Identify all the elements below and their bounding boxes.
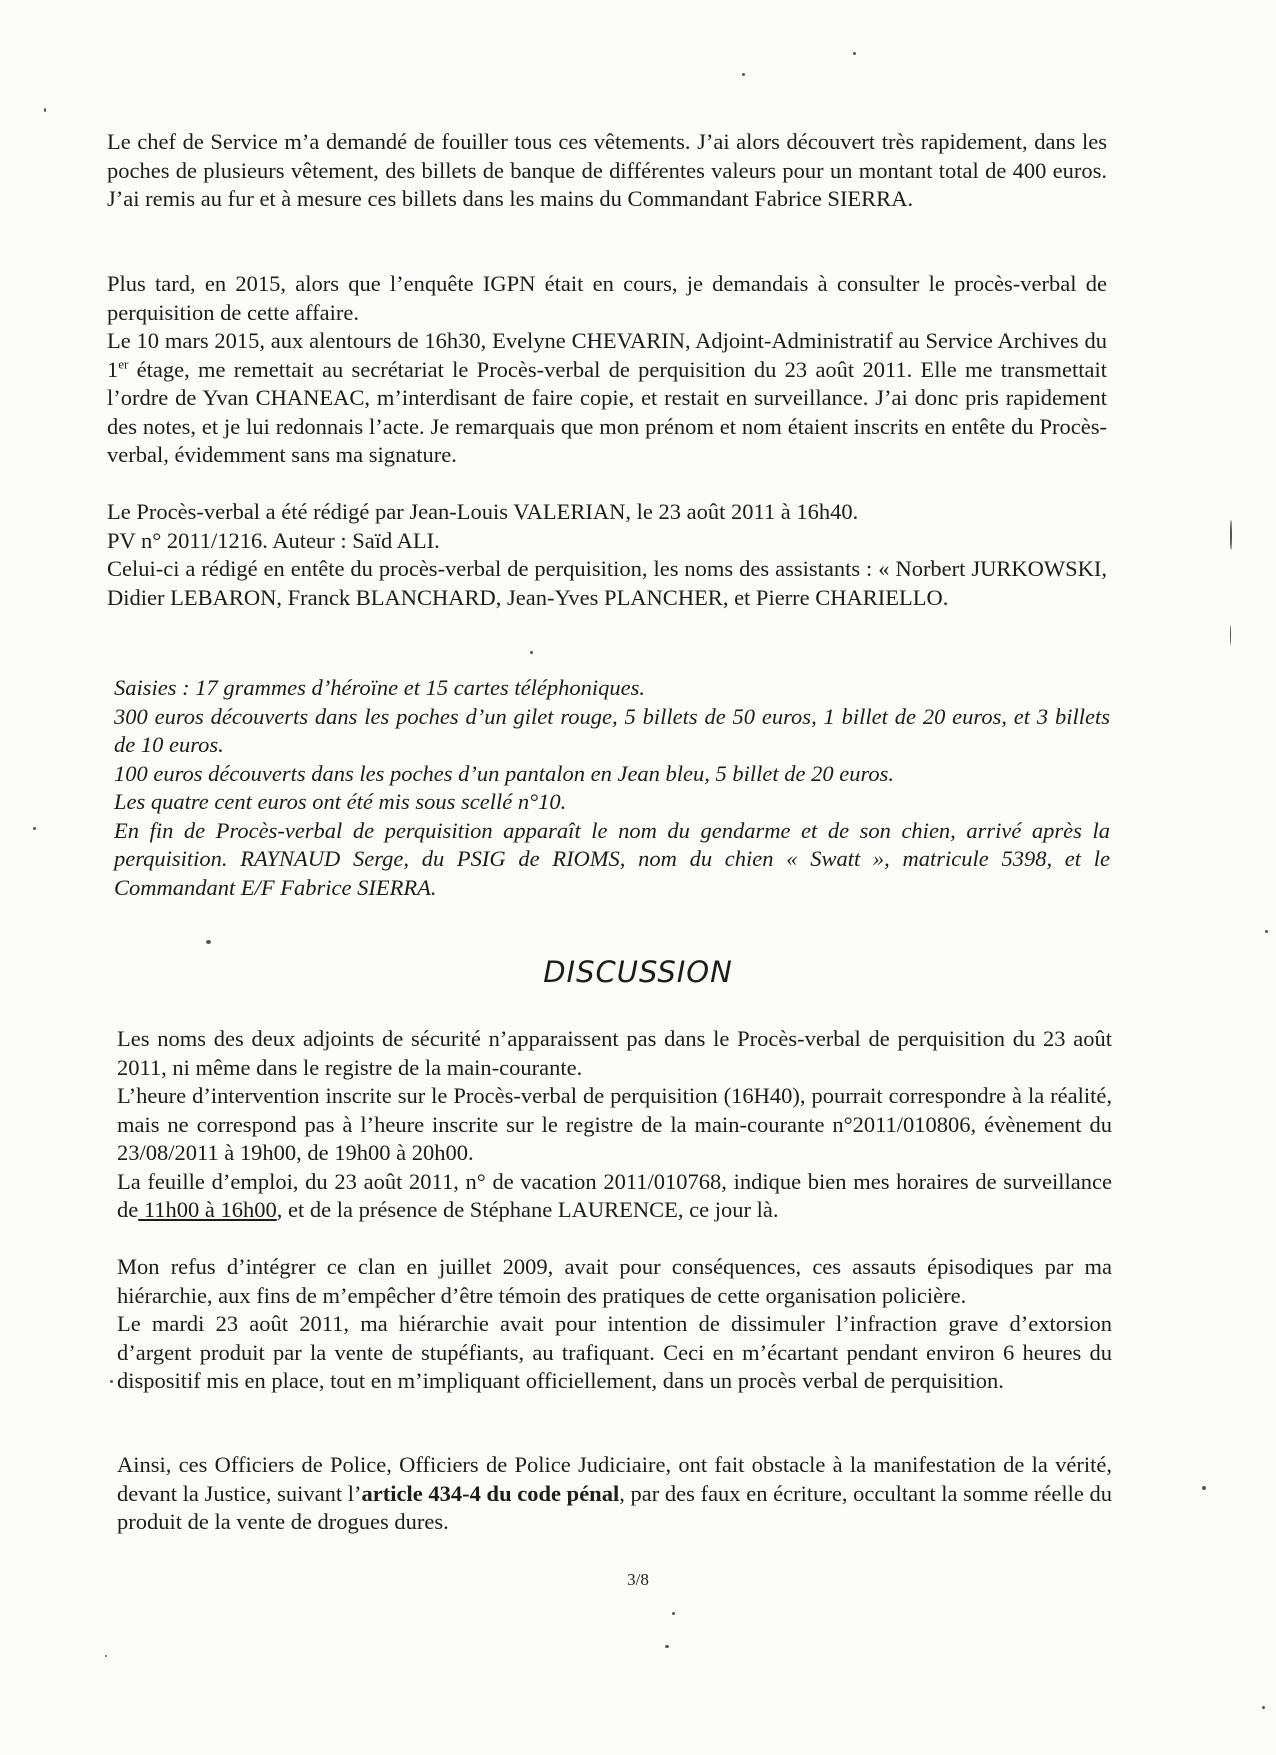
scan-speck [665, 1645, 669, 1648]
seizure-notes [114, 674, 1110, 902]
seizure-note: Saisies : 17 grammes d’héroïne et 15 cartes téléphoniques. [114, 675, 645, 700]
scan-speck [33, 827, 36, 830]
scan-speck [672, 1612, 675, 1615]
paragraph-igpn-line2-a: Le 10 mars 2015, aux alentours de 16h30, Evelyne CHEVARIN, Adjoint-Administratif au Service Archives du 1 [107, 328, 1107, 382]
discussion-1-line1: Les noms des deux adjoints de sécurité n’apparaissent pas dans le Procès-verbal de perquisition du 23 août 2011, ni même dans le registre de la main-courante. [117, 1026, 1112, 1080]
discussion-3-text-a: Ainsi, ces Officiers de Police, Officiers de Police Judiciaire, ont fait obstacle à la manifestation de la vérité, devant la Justice, suivant l’ [117, 1452, 1112, 1506]
paragraph-search-text: Le chef de Service m’a demandé de fouiller tous ces vêtements. J’ai alors découvert très rapidement, dans les poches de plusieurs vêtement, des billets de banque de différentes valeurs pour un montant total de 400 euros. J’ai remis au fur et à mesure ces billets dans les mains du Commandant Fabrice SIERRA. [107, 129, 1107, 211]
discussion-1-line3-b: , et de la présence de Stéphane LAURENCE, ce jour là. [276, 1197, 779, 1222]
paragraph-pv [107, 498, 1107, 612]
paragraph-pv-line3: Celui-ci a rédigé en entête du procès-verbal de perquisition, les noms des assistants : « Norbert JURKOWSKI, Didier LEBARON, Franck BLANCHARD, Jean-Yves PLANCHER, et Pierre CHARIELLO. [107, 556, 1107, 610]
discussion-3-text-b: , par des faux en écriture, occultant la somme réelle du produit de la vente de drogues dures. [117, 1480, 1112, 1534]
discussion-2-line2: Le mardi 23 août 2011, ma hiérarchie avait pour intention de dissimuler l’infraction grave d’extorsion d’argent produit par la vente de stupéfiants, au trafiquant. Ceci en m’écartant pendant environ 6 heures du dispositif mis en place, tout en m’impliquant officiellement, dans un procès verbal de perquisition. [117, 1311, 1112, 1393]
scan-speck [1202, 1486, 1206, 1490]
scan-speck [530, 651, 533, 654]
page-number: 3/8 [627, 1570, 649, 1589]
scan-speck [206, 940, 211, 944]
discussion-2-line1: Mon refus d’intégrer ce clan en juillet 2009, avait pour conséquences, ces assauts épisodiques par ma hiérarchie, aux fins de m’empêcher d’être témoin des pratiques de cette organisation policière. [117, 1254, 1112, 1308]
discussion-1-line2: L’heure d’intervention inscrite sur le Procès-verbal de perquisition (16H40), pourrait correspondre à la réalité, mais ne correspond pas à l’heure inscrite sur le registre de la main-courante n°2011/010806, évènement du 23/08/2011 à 19h00, de 19h00 à 20h00. [117, 1083, 1112, 1165]
paragraph-igpn [107, 270, 1107, 470]
scan-speck [1265, 930, 1268, 933]
paragraph-search [107, 128, 1107, 214]
section-heading: DISCUSSION [543, 955, 733, 989]
paragraph-igpn-line2 [107, 327, 1107, 470]
paragraph-pv-line2: PV n° 2011/1216. Auteur : Saïd ALI. [107, 527, 440, 553]
discussion-paragraph-2 [117, 1253, 1112, 1396]
scan-speck [105, 1655, 107, 1657]
discussion-paragraph-1 [117, 1025, 1112, 1225]
paragraph-pv-line1: Le Procès-verbal a été rédigé par Jean-Louis VALERIAN, le 23 août 2011 à 16h40. [107, 499, 859, 524]
paragraph-igpn-line1: Plus tard, en 2015, alors que l’enquête IGPN était en cours, je demandais à consulter le procès-verbal de perquisition de cette affaire. [107, 271, 1107, 325]
seizure-note: 300 euros découverts dans les poches d’un gilet rouge, 5 billets de 50 euros, 1 billet de 20 euros, et 3 billets de 10 euros. [114, 703, 1110, 757]
underlined-hours: 11h00 à 16h00 [138, 1197, 277, 1222]
discussion-3-text [117, 1451, 1112, 1537]
scan-speck [742, 73, 745, 76]
scan-speck [1230, 520, 1232, 550]
seizure-note: En fin de Procès-verbal de perquisition apparaît le nom du gendarme et de son chien, arrivé après la perquisition. RAYNAUD Serge, du PSIG de RIOMS, nom du chien « Swatt », matricule 5398, et le Commandant E/F Fabrice SIERRA. [114, 817, 1110, 900]
scan-speck [44, 108, 46, 112]
scan-speck [1262, 1706, 1265, 1709]
scan-speck [1230, 625, 1231, 645]
scan-speck [110, 1380, 113, 1383]
scan-speck [853, 52, 856, 55]
seizure-note: Les quatre cent euros ont été mis sous scellé n°10. [114, 789, 567, 814]
paragraph-igpn-line2-b: étage, me remettait au secrétariat le Procès-verbal de perquisition du 23 août 2011. Elle me transmettait l’ordre de Yvan CHANEAC, m’interdisant de faire copie, et restait en surveillance. J’ai donc pris rapidement des notes, et je lui redonnais l’acte. Je remarquais que mon prénom et nom étaient inscrits en entête du Procès-verbal, évidemment sans ma signature. [107, 356, 1107, 467]
article-reference: article 434-4 du code pénal [361, 1480, 620, 1506]
discussion-paragraph-3 [117, 1451, 1112, 1537]
discussion-1-line3-a: La feuille d’emploi, du 23 août 2011, n° de vacation 2011/010768, indique bien mes horaires de surveillance de [117, 1168, 1112, 1222]
seizure-note: 100 euros découverts dans les poches d’un pantalon en Jean bleu, 5 billet de 20 euros. [114, 760, 895, 786]
discussion-1-line3 [117, 1168, 1112, 1225]
superscript-er: er [118, 356, 129, 371]
